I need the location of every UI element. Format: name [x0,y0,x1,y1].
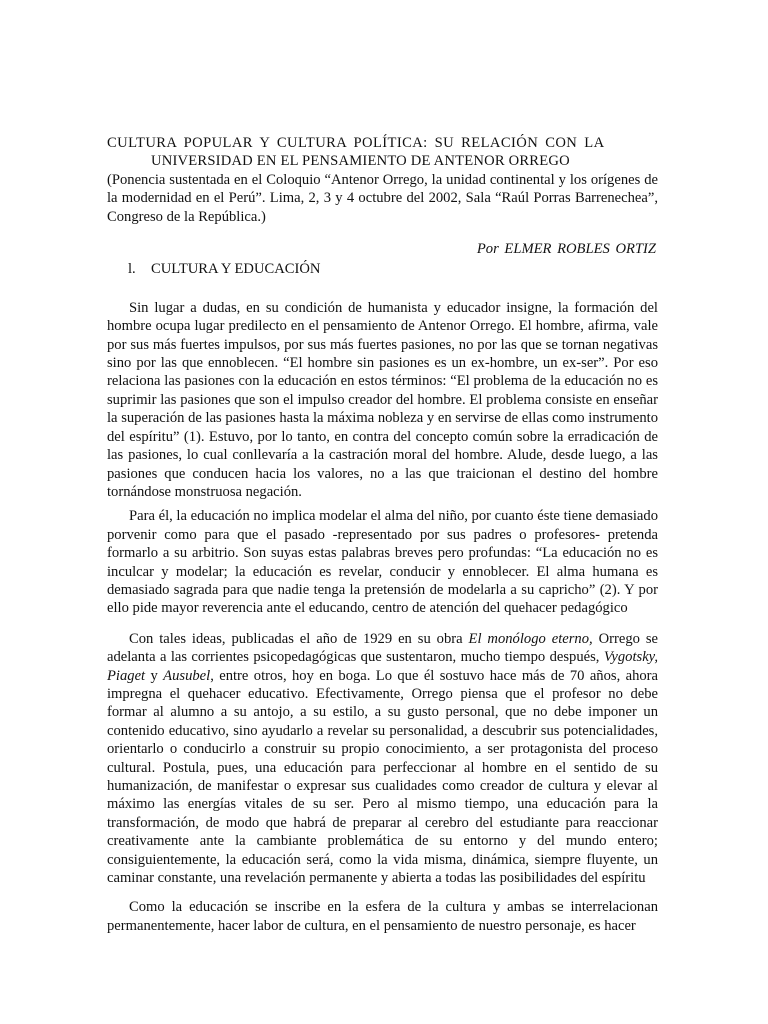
author-byline: Por ELMER ROBLES ORTIZ [476,241,656,258]
book-title: El monólogo eterno, [468,630,593,647]
paragraph-3 [107,630,658,888]
paragraph-3-text-c: y [145,667,164,684]
section-title: CULTURA Y EDUCACIÓN [151,261,321,278]
paragraph-3-text-a: Con tales ideas, publicadas el año de 1929 en su obra [129,630,469,647]
document-title-line-2: UNIVERSIDAD EN EL PENSAMIENTO DE ANTENOR ORREGO [151,153,570,170]
section-heading [128,260,658,278]
document-title-line-1: CULTURA POPULAR Y CULTURA POLÍTICA: SU RELACIÓN CON LA [107,135,605,151]
author-names-vygotsky-piaget: Vygotsky, Piaget [107,649,658,684]
paragraph-2: Para él, la educación no implica modelar el alma del niño, por cuanto éste tiene demasiado porvenir como para que el pasado -representado por sus padres o profesores- pretenda formarlo a su arbitrio. Son suyas estas palabras breves pero profundas: “La educación no es inculcar y modelar; la educación es revelar, conducir y ennoblecer. El alma humana es demasiado sagrada para que nadie tenga la pretensión de modelarla a su capricho” (2). Y por ello pide mayor reverencia ante el educando, centro de atención del quehacer pedagógico [107,508,658,617]
paragraph-3-text-d: , entre otros, hoy en boga. Lo que él sostuvo hace más de 70 años, ahora impregna el quehacer educativo. Efectivamente, Orrego piensa que el profesor no debe formar al alumno a su antojo, a su estilo, a su gusto personal, que no debe imponer un contenido educativo, sino ayudarlo a revelar su personalidad, a descubrir sus potencialidades, orientarlo o conducirlo a construir su propio conocimiento, a ser protagonista del proceso cultural. Postula, pues, una educación para perfeccionar al hombre en el sentido de su humanización, de manifestar o expresar sus cualidades como creador de cultura y elevar al máximo las energías vitales de su ser. Pero al mismo tiempo, una educación para la transformación, de modo que habrá de preparar al cerebro del estudiante para reaccionar creativamente ante la cambiante problemática de su entorno y del mundo entero; consiguientemente, la educación será, como la vida misma, dinámica, siempre fluyente, un caminar constante, una revelación permanente y abierta a todas las posibilidades del espíritu [107,667,659,887]
section-number: l. [128,261,136,278]
paragraph-3-text-b: Orrego se adelanta a las corrientes psicopedagógicas que sustentaron, mucho tiempo después, [107,630,658,666]
author-name-ausubel: Ausubel [163,667,211,684]
paragraph-4: Como la educación se inscribe en la esfera de la cultura y ambas se interrelacionan permanentemente, hacer labor de cultura, en el pensamiento de nuestro personaje, es hacer [107,899,658,934]
paragraph-1: Sin lugar a dudas, en su condición de humanista y educador insigne, la formación del hombre ocupa lugar predilecto en el pensamiento de Antenor Orrego. El hombre, afirma, vale por sus más fuertes impulsos, por sus más fuertes pasiones, no por las que se tornan negativas sino por las que ennoblecen. “El hombre sin pasiones es un ex-hombre, un ex-ser”. Por eso relaciona las pasiones con la educación en estos términos: “El problema de la educación no es suprimir las pasiones que son el impulso creador del hombre. El problema consiste en enseñar la superación de las pasiones hasta la máxima nobleza y en servirse de ellas como instrumento del espíritu” (1). Estuvo, por lo tanto, en contra del concepto común sobre la erradicación de las pasiones, lo cual conllevaría a la castración moral del hombre. Alude, desde luego, a las pasiones que conducen hacia los valores, no a las que traicionan el destino del hombre tornándose monstruosa negación. [107,299,658,500]
document-subtitle: (Ponencia sustentada en el Coloquio “Antenor Orrego, la unidad continental y los orígenes de la modernidad en el Perú”. Lima, 2, 3 y 4 octubre del 2002, Sala “Raúl Porras Barrenechea”, Congreso de la República.) [107,171,658,225]
